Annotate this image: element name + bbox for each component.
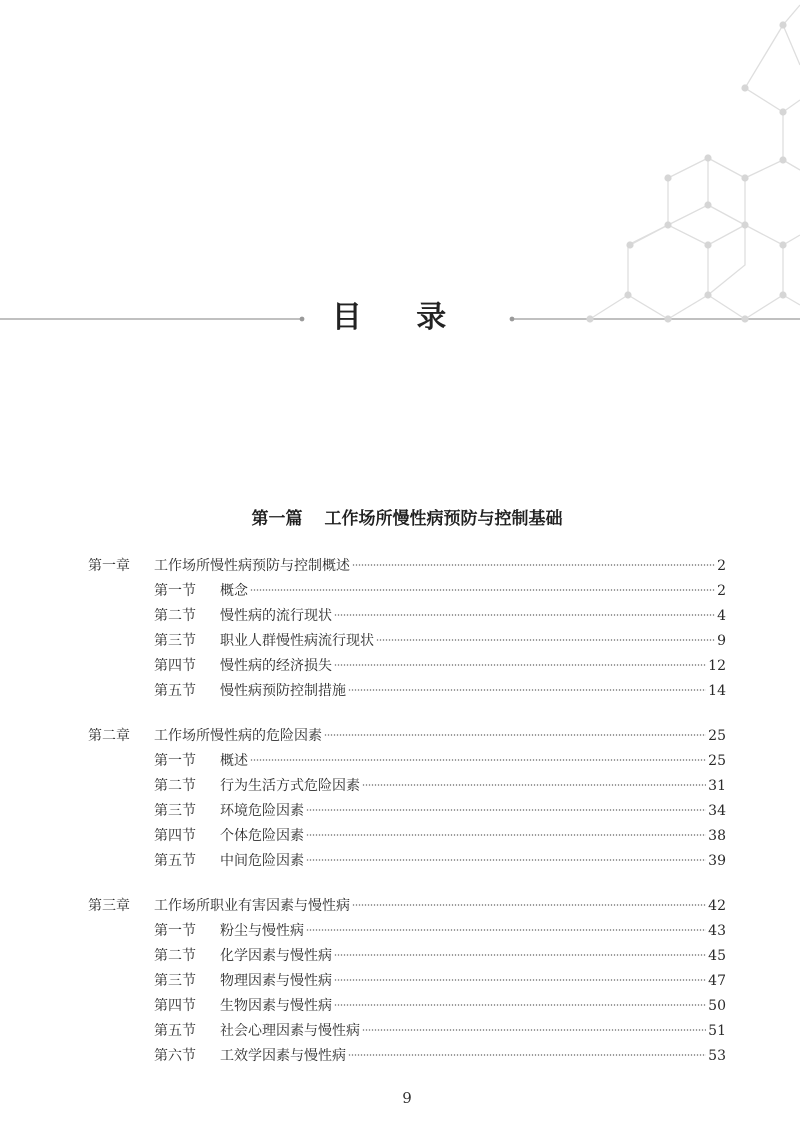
toc-section-entry-page: 31 xyxy=(708,778,726,794)
toc-section-entry[interactable] xyxy=(88,944,726,969)
table-of-contents xyxy=(88,554,726,1089)
toc-section-entry[interactable] xyxy=(88,849,726,874)
toc-section-entry-number: 第三节 xyxy=(154,973,196,989)
dot-leader xyxy=(348,1054,706,1056)
decorative-hexagon-graphic xyxy=(0,0,800,340)
dot-leader xyxy=(352,564,715,566)
toc-chapter-entry-number: 第三章 xyxy=(88,898,130,914)
dot-leader xyxy=(352,904,706,906)
toc-section-entry-number: 第三节 xyxy=(154,803,196,819)
dot-leader xyxy=(348,689,706,691)
dot-leader xyxy=(250,589,715,591)
toc-chapter-entry-title: 工作场所慢性病预防与控制概述 xyxy=(154,558,350,574)
toc-section-entry-number: 第五节 xyxy=(154,1023,196,1039)
dot-leader xyxy=(334,979,706,981)
toc-chapter-entry-page: 42 xyxy=(708,898,726,914)
toc-section-entry-title: 粉尘与慢性病 xyxy=(220,923,304,939)
dot-leader xyxy=(362,1029,706,1031)
dot-leader xyxy=(334,1004,706,1006)
toc-section-entry-page: 38 xyxy=(708,828,726,844)
toc-chapter-entry-number: 第一章 xyxy=(88,558,130,574)
dot-leader xyxy=(334,954,706,956)
toc-chapter-entry-page: 25 xyxy=(708,728,726,744)
toc-section-entry-number: 第一节 xyxy=(154,923,196,939)
dot-leader xyxy=(362,784,706,786)
page-number: 9 xyxy=(402,1089,412,1107)
toc-section-entry-page: 34 xyxy=(708,803,726,819)
toc-section-entry-title: 慢性病的流行现状 xyxy=(220,608,332,624)
part-number: 第一篇 xyxy=(251,509,303,529)
toc-section-entry-title: 中间危险因素 xyxy=(220,853,304,869)
toc-section-entry[interactable] xyxy=(88,1044,726,1069)
toc-section-entry-page: 45 xyxy=(708,948,726,964)
toc-section-entry[interactable] xyxy=(88,654,726,679)
toc-section-entry-number: 第六节 xyxy=(154,1048,196,1064)
toc-chapter-entry[interactable] xyxy=(88,724,726,749)
toc-section-entry[interactable] xyxy=(88,679,726,704)
toc-section-entry[interactable] xyxy=(88,604,726,629)
part-heading xyxy=(0,507,800,531)
toc-section-entry[interactable] xyxy=(88,1019,726,1044)
toc-section-entry-title: 环境危险因素 xyxy=(220,803,304,819)
toc-section-entry-number: 第二节 xyxy=(154,608,196,624)
toc-chapter-entry-number: 第二章 xyxy=(88,728,130,744)
toc-section-entry-number: 第四节 xyxy=(154,658,196,674)
dot-leader xyxy=(334,614,715,616)
toc-section-entry-title: 工效学因素与慢性病 xyxy=(220,1048,346,1064)
toc-section-entry[interactable] xyxy=(88,579,726,604)
part-title-text: 工作场所慢性病预防与控制基础 xyxy=(324,509,563,529)
toc-section-entry-number: 第二节 xyxy=(154,778,196,794)
chapter-block xyxy=(88,894,726,1069)
toc-section-entry[interactable] xyxy=(88,774,726,799)
toc-section-entry-title: 物理因素与慢性病 xyxy=(220,973,332,989)
dot-leader xyxy=(376,639,715,641)
toc-section-entry[interactable] xyxy=(88,824,726,849)
toc-section-entry-number: 第四节 xyxy=(154,828,196,844)
dot-leader xyxy=(306,834,706,836)
toc-chapter-entry-title: 工作场所慢性病的危险因素 xyxy=(154,728,322,744)
toc-section-entry-number: 第一节 xyxy=(154,753,196,769)
toc-section-entry[interactable] xyxy=(88,969,726,994)
toc-section-entry-number: 第五节 xyxy=(154,853,196,869)
toc-section-entry-number: 第三节 xyxy=(154,633,196,649)
toc-chapter-entry[interactable] xyxy=(88,894,726,919)
toc-section-entry-title: 生物因素与慢性病 xyxy=(220,998,332,1014)
toc-section-entry[interactable] xyxy=(88,799,726,824)
dot-leader xyxy=(306,859,706,861)
toc-section-entry-page: 2 xyxy=(717,583,726,599)
dot-leader xyxy=(324,734,706,736)
toc-section-entry[interactable] xyxy=(88,749,726,774)
toc-section-entry-number: 第四节 xyxy=(154,998,196,1014)
toc-section-entry-page: 50 xyxy=(708,998,726,1014)
dot-leader xyxy=(306,809,706,811)
toc-section-entry-number: 第二节 xyxy=(154,948,196,964)
page-title: 目 录 xyxy=(331,300,469,335)
toc-section-entry-page: 9 xyxy=(717,633,726,649)
toc-section-entry-page: 14 xyxy=(708,683,726,699)
toc-section-entry-page: 39 xyxy=(708,853,726,869)
toc-section-entry-title: 慢性病的经济损失 xyxy=(220,658,332,674)
toc-section-entry[interactable] xyxy=(88,919,726,944)
chapter-block xyxy=(88,554,726,704)
toc-section-entry-title: 职业人群慢性病流行现状 xyxy=(220,633,374,649)
toc-section-entry[interactable] xyxy=(88,994,726,1019)
toc-chapter-entry-page: 2 xyxy=(717,558,726,574)
toc-section-entry-title: 概述 xyxy=(220,753,248,769)
toc-section-entry-page: 51 xyxy=(708,1023,726,1039)
toc-section-entry-title: 化学因素与慢性病 xyxy=(220,948,332,964)
toc-section-entry-page: 4 xyxy=(717,608,726,624)
toc-section-entry-title: 概念 xyxy=(220,583,248,599)
toc-section-entry-title: 社会心理因素与慢性病 xyxy=(220,1023,360,1039)
toc-section-entry-title: 行为生活方式危险因素 xyxy=(220,778,360,794)
chapter-block xyxy=(88,724,726,874)
dot-leader xyxy=(306,929,706,931)
toc-section-entry-number: 第五节 xyxy=(154,683,196,699)
toc-section-entry-title: 个体危险因素 xyxy=(220,828,304,844)
honeycomb-lines xyxy=(590,5,800,319)
toc-section-entry-page: 43 xyxy=(708,923,726,939)
toc-section-entry-title: 慢性病预防控制措施 xyxy=(220,683,346,699)
toc-section-entry-page: 12 xyxy=(708,658,726,674)
toc-section-entry[interactable] xyxy=(88,629,726,654)
toc-chapter-entry[interactable] xyxy=(88,554,726,579)
toc-section-entry-page: 25 xyxy=(708,753,726,769)
dot-leader xyxy=(250,759,706,761)
toc-chapter-entry-title: 工作场所职业有害因素与慢性病 xyxy=(154,898,350,914)
toc-section-entry-page: 53 xyxy=(708,1048,726,1064)
dot-leader xyxy=(334,664,706,666)
toc-section-entry-page: 47 xyxy=(708,973,726,989)
toc-section-entry-number: 第一节 xyxy=(154,583,196,599)
